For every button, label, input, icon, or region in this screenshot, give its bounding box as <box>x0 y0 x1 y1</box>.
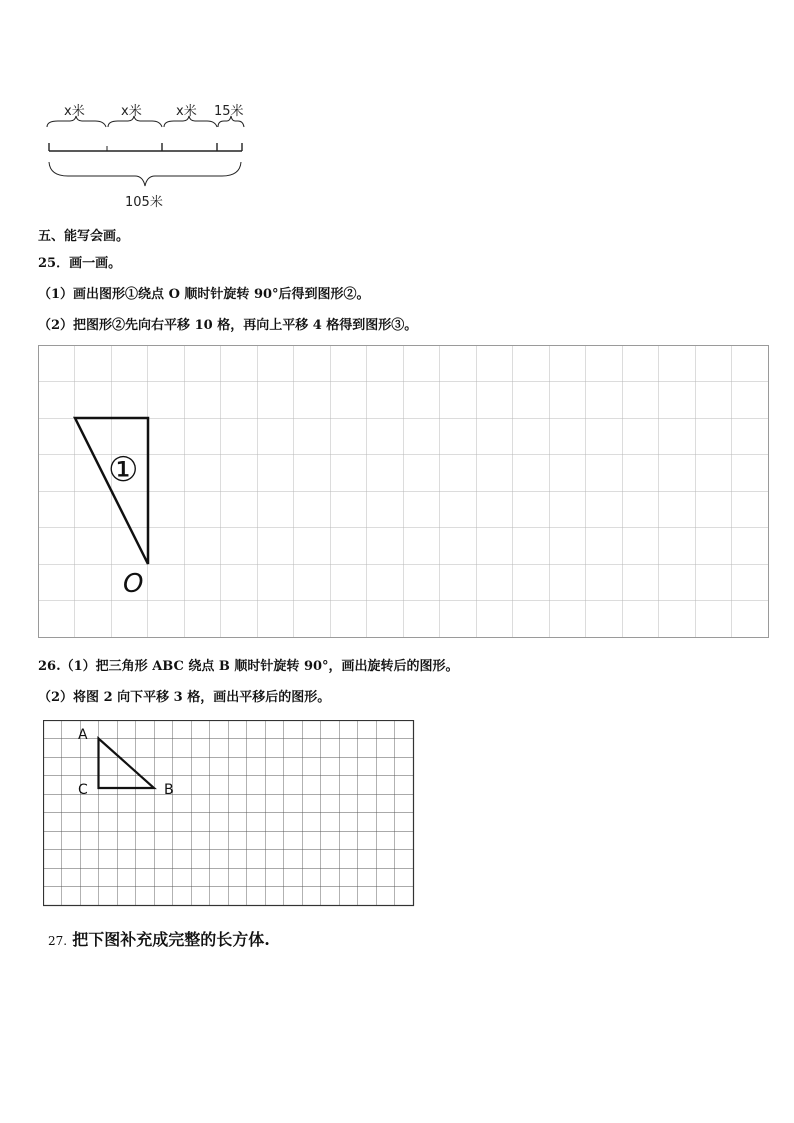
segment-label-x3: x米 <box>176 104 197 119</box>
total-label: 105米 <box>125 195 163 210</box>
q25-part1: （1）画出图形①绕点 O 顺时针旋转 90°后得到图形②。 <box>38 287 370 302</box>
segment-label-15: 15米 <box>214 104 244 119</box>
segment-label-x1: x米 <box>64 104 85 119</box>
q27-line <box>48 927 270 950</box>
vertex-b-label: B <box>164 782 174 798</box>
q26-part2: （2）将图 2 向下平移 3 格，画出平移后的图形。 <box>38 690 331 705</box>
segment-label-x2: x米 <box>121 104 142 119</box>
grid-q25 <box>38 345 770 639</box>
q25-title: 25．画一画。 <box>38 256 122 271</box>
q26-part1: 26.（1）把三角形 ABC 绕点 B 顺时针旋转 90°，画出旋转后的图形。 <box>38 659 459 674</box>
brace-total <box>49 162 241 186</box>
grid-q26 <box>43 720 415 908</box>
vertex-a-label: A <box>78 727 88 743</box>
q27-number: 27. <box>48 934 68 948</box>
point-o-label: O <box>123 569 144 599</box>
segment-diagram <box>40 96 260 216</box>
q25-part2: （2）把图形②先向右平移 10 格，再向上平移 4 格得到图形③。 <box>38 318 418 333</box>
q27-text: 把下图补充成完整的长方体. <box>72 930 270 949</box>
section-heading: 五、能写会画。 <box>38 229 130 244</box>
vertex-c-label: C <box>78 782 88 798</box>
shape-label-1: ① <box>108 450 139 490</box>
